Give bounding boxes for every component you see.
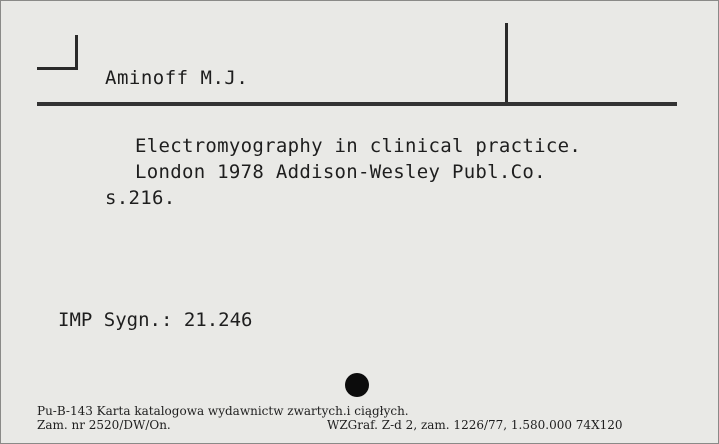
footer-printer-info: WZGraf. Z-d 2, zam. 1226/77, 1.580.000 74X120: [327, 418, 623, 432]
author-name: Aminoff M.J.: [105, 67, 249, 89]
corner-mark-vertical: [75, 35, 78, 69]
punch-hole: [345, 373, 369, 397]
footer-line-1: Pu-B-143 Karta katalogowa wydawnictw zwartych.i ciągłych.: [37, 404, 409, 418]
title-line: Electromyography in clinical practice.: [135, 135, 582, 157]
corner-mark-horizontal: [37, 67, 78, 70]
publication-line: London 1978 Addison-Wesley Publ.Co.: [135, 161, 546, 183]
call-number-value: 21.246: [183, 309, 253, 331]
footer-order-number: Zam. nr 2520/DW/On.: [37, 418, 171, 432]
header-separator: [505, 23, 508, 103]
call-number: [58, 309, 252, 331]
pages-line: s.216.: [105, 187, 176, 209]
call-number-label: IMP Sygn.:: [58, 309, 173, 331]
heading-rule: [37, 102, 677, 106]
footer-line-2: [37, 418, 623, 432]
